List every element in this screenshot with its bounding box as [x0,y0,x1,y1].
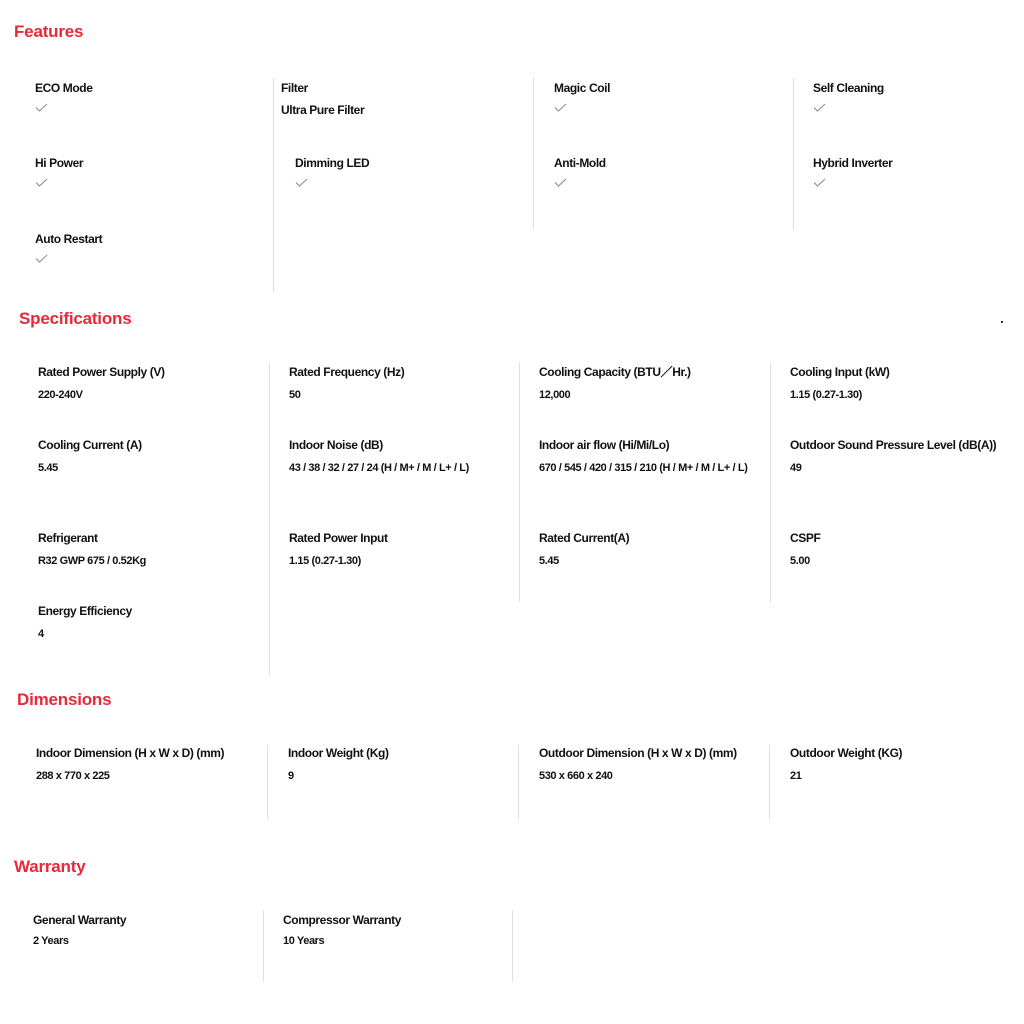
decorative-dot [1001,321,1003,323]
spec-label: CSPF [790,531,821,545]
feature-label: Hi Power [35,156,84,170]
checkmark-icon [295,178,308,187]
dim-indoor-weight [288,745,513,785]
spec-label: Cooling Input (kW) [790,365,890,379]
feature-hybrid-inverter [813,155,892,187]
spec-label: Rated Frequency (Hz) [289,365,405,379]
feature-label: Filter [281,81,308,95]
feature-magic-coil [554,80,610,112]
dim-label: Indoor Weight (Kg) [288,746,389,760]
spec-value: 12,000 [539,389,571,401]
dim-label: Outdoor Dimension (H x W x D) (mm) [539,746,737,760]
dim-value: 288 x 770 x 225 [36,770,110,782]
warranty-compressor [283,912,508,950]
features-heading: Features [14,22,84,41]
feature-label: ECO Mode [35,81,93,95]
checkmark-icon [35,103,48,112]
spec-label: Indoor Noise (dB) [289,438,383,452]
feature-label: Magic Coil [554,81,611,95]
feature-label: Anti-Mold [554,156,606,170]
warranty-label: General Warranty [33,913,127,927]
spec-value: 49 [790,462,802,474]
spec-label: Rated Power Input [289,531,388,545]
dim-label: Outdoor Weight (KG) [790,746,903,760]
spec-rated-power-input [289,530,514,570]
warranty-divider [512,910,513,982]
warranty-general [33,912,258,950]
warranty-divider [263,910,264,982]
spec-cooling-current [38,437,263,477]
spec-value: 4 [38,628,44,640]
dimensions-divider [518,745,519,819]
spec-value: 670 / 545 / 420 / 315 / 210 (H / M+ / M / L+ / L) [539,462,748,474]
checkmark-icon [813,178,826,187]
dim-indoor-dimension [36,745,264,785]
specifications-heading: Specifications [19,309,132,328]
spec-value: 5.45 [539,555,559,567]
spec-value: 220-240V [38,389,83,401]
feature-filter [281,80,364,118]
checkmark-icon [554,103,567,112]
feature-label: Auto Restart [35,232,103,246]
dim-label: Indoor Dimension (H x W x D) (mm) [36,746,225,760]
specifications-divider [770,362,771,602]
dim-value: 9 [288,770,294,782]
spec-label: Energy Efficiency [38,604,132,618]
spec-outdoor-sound-pressure [790,437,1015,477]
dim-outdoor-weight [790,745,1015,785]
dim-outdoor-dimension [539,745,767,785]
dimensions-heading: Dimensions [17,690,112,709]
warranty-label: Compressor Warranty [283,913,401,927]
feature-dimming-led [295,155,369,187]
spec-label: Outdoor Sound Pressure Level (dB(A)) [790,438,997,452]
feature-value: Ultra Pure Filter [281,103,365,117]
spec-label: Rated Current(A) [539,531,630,545]
feature-hi-power [35,155,83,187]
feature-label: Dimming LED [295,156,370,170]
specifications-divider [269,362,270,675]
spec-cooling-capacity [539,364,764,404]
spec-value: 5.00 [790,555,810,567]
dim-value: 21 [790,770,802,782]
warranty-value: 10 Years [283,935,325,947]
spec-value: 5.45 [38,462,58,474]
dim-value: 530 x 660 x 240 [539,770,613,782]
spec-label: Rated Power Supply (V) [38,365,165,379]
spec-rated-power-supply [38,364,263,404]
spec-indoor-noise [289,437,517,477]
specifications-divider [519,362,520,602]
features-divider [273,78,274,292]
dimensions-divider [267,745,268,819]
features-divider [793,78,794,230]
spec-value: 1.15 (0.27-1.30) [289,555,361,567]
spec-refrigerant [38,530,263,570]
spec-value: R32 GWP 675 / 0.52Kg [38,555,146,567]
spec-value: 43 / 38 / 32 / 27 / 24 (H / M+ / M / L+ / L) [289,462,469,474]
spec-label: Refrigerant [38,531,98,545]
feature-self-cleaning [813,80,884,112]
spec-rated-frequency [289,364,514,404]
spec-rated-current [539,530,764,570]
spec-cspf [790,530,1015,570]
checkmark-icon [35,178,48,187]
spec-energy-efficiency [38,603,263,643]
spec-label: Cooling Current (A) [38,438,142,452]
checkmark-icon [554,178,567,187]
feature-eco-mode [35,80,92,112]
warranty-value: 2 Years [33,935,69,947]
dimensions-divider [769,745,770,819]
features-divider [533,78,534,230]
spec-label: Cooling Capacity (BTU／Hr.) [539,365,691,379]
spec-cooling-input [790,364,1015,404]
checkmark-icon [813,103,826,112]
spec-label: Indoor air flow (Hi/Mi/Lo) [539,438,670,452]
feature-label: Self Cleaning [813,81,884,95]
spec-value: 50 [289,389,301,401]
feature-auto-restart [35,231,102,263]
checkmark-icon [35,254,48,263]
feature-anti-mold [554,155,606,187]
spec-value: 1.15 (0.27-1.30) [790,389,862,401]
warranty-heading: Warranty [14,857,86,876]
spec-indoor-air-flow [539,437,767,477]
feature-label: Hybrid Inverter [813,156,893,170]
